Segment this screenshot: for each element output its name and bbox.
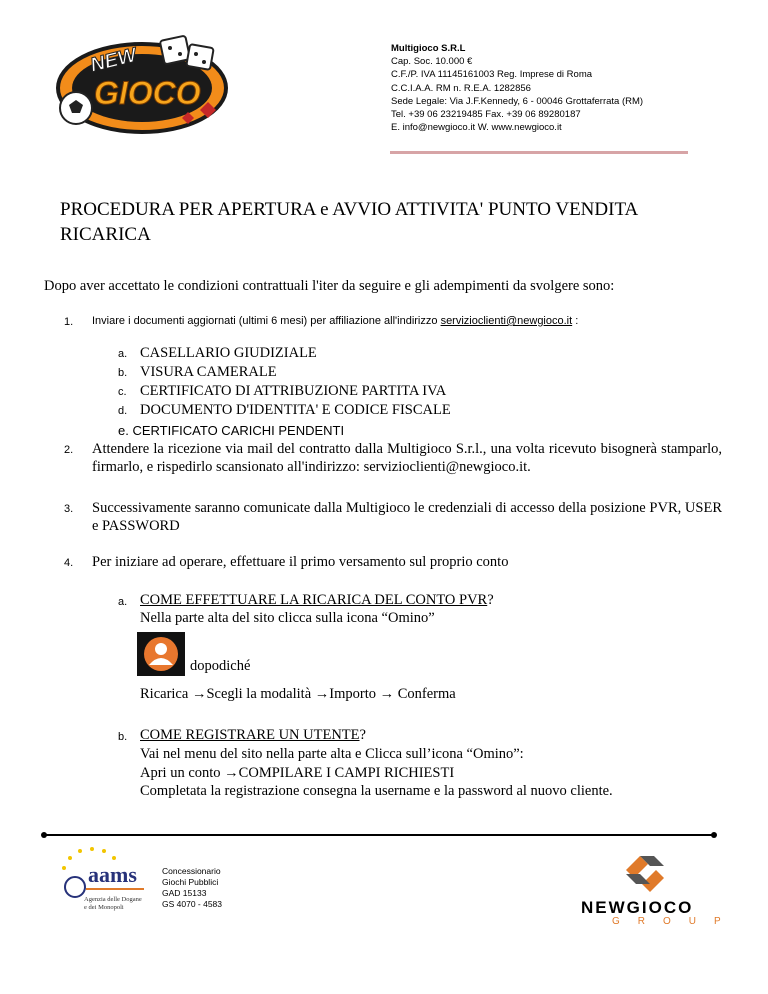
company-line: C.C.I.A.A. RM n. R.E.A. 1282856 xyxy=(391,82,531,94)
step-4-text: Per iniziare ad operare, effettuare il primo versamento sul proprio conto xyxy=(92,554,509,570)
flow-step: Ricarica xyxy=(140,686,192,702)
divider-dot xyxy=(41,832,47,838)
intro-text: Dopo aver accettato le condizioni contrattuali l'iter da seguire e gli adempimenti da svolgere sono: xyxy=(44,278,615,294)
doc-label: a. xyxy=(118,348,128,360)
company-info xyxy=(391,42,643,134)
step-4a-heading-line xyxy=(140,591,494,609)
concession-line: GS 4070 - 4583 xyxy=(162,899,223,909)
step-4b-line2 xyxy=(140,764,454,782)
company-line: Sede Legale: Via J.F.Kennedy, 6 - 00046 Grottaferrata (RM) xyxy=(391,95,644,107)
doc-label: c. xyxy=(118,386,127,398)
doc-text: VISURA CAMERALE xyxy=(140,364,277,380)
step-2-number: 2. xyxy=(64,444,74,456)
step-2-text: Attendere la ricezione via mail del contratto dalla Multigioco S.r.l., una volta ricevuto bisognerà stamparlo, firmarlo, e rispedirlo scansionato all'indirizzo: servizioclienti@newgioco.it. xyxy=(92,441,722,475)
company-line: Tel. +39 06 23219485 Fax. +39 06 89280187 xyxy=(391,109,581,121)
concession-line: Giochi Pubblici xyxy=(162,877,219,887)
concession-line: GAD 15133 xyxy=(162,888,207,898)
step-3-text: Successivamente saranno comunicate dalla Multigioco le credenziali di accesso della posizione PVR, USER e PASSWORD xyxy=(92,500,722,534)
footer-divider xyxy=(44,834,714,836)
arrow-right-icon: → xyxy=(314,686,330,702)
doc-text: CERTIFICATO CARICHI PENDENTI xyxy=(132,423,345,438)
aams-logo-text: aams xyxy=(88,862,137,887)
step-4b-line1: Vai nel menu del sito nella parte alta e Clicca sull’icona “Omino”: xyxy=(140,746,524,762)
step-4b-line2b: COMPILARE I CAMPI RICHIESTI xyxy=(238,765,455,781)
company-line: Cap. Soc. 10.000 € xyxy=(391,56,473,68)
aams-emblem-icon xyxy=(64,876,86,898)
step-4a-line1: Nella parte alta del sito clicca sulla icona “Omino” xyxy=(140,610,435,626)
step-1-text xyxy=(92,315,578,327)
omino-icon xyxy=(137,632,185,676)
aams-agency xyxy=(84,896,142,911)
step-1-number: 1. xyxy=(64,316,74,328)
brand-group: GROUP xyxy=(612,916,739,927)
newgioco-logo xyxy=(50,30,240,140)
aams-underline xyxy=(86,888,144,890)
newgioco-group-logo-icon xyxy=(622,848,668,892)
header-divider xyxy=(390,151,688,154)
doc-item xyxy=(118,423,344,438)
step-4b-heading-line xyxy=(140,726,366,744)
step-1-instruction: Inviare i documenti aggiornati (ultimi 6 mesi) per affiliazione all'indirizzo xyxy=(92,315,441,327)
doc-label: b. xyxy=(118,367,128,379)
aams-agency-line: e dei Monopoli xyxy=(84,903,124,911)
concession-line: Concessionario xyxy=(162,866,221,876)
step-4a-label: a. xyxy=(118,596,128,608)
doc-item xyxy=(118,402,451,419)
company-name: Multigioco S.R.L xyxy=(391,43,466,54)
step-4-number: 4. xyxy=(64,557,74,569)
step-4a-after-icon: dopodiché xyxy=(190,658,251,674)
brand-name: NEWGIOCO xyxy=(581,898,694,917)
doc-item xyxy=(118,364,277,381)
step-3-number: 3. xyxy=(64,503,74,515)
logo-gioco-text: GIOCO xyxy=(94,75,201,111)
step-4b-line2a: Apri un conto xyxy=(140,765,225,781)
step-4a-heading-tail: ? xyxy=(487,592,494,608)
step-4a-heading: COME EFFETTUARE LA RICARICA DEL CONTO PVR xyxy=(140,592,488,608)
arrow-right-icon: → xyxy=(379,686,395,702)
doc-text: DOCUMENTO D'IDENTITA' E CODICE FISCALE xyxy=(140,402,451,418)
step-4b-heading: COME REGISTRARE UN UTENTE xyxy=(140,727,360,743)
page-title: PROCEDURA PER APERTURA e AVVIO ATTIVITA' PUNTO VENDITA RICARICA xyxy=(60,199,638,245)
step-4a-flow xyxy=(140,685,456,703)
step-4b-heading-tail: ? xyxy=(359,727,366,743)
concession-info xyxy=(162,866,222,910)
aams-agency-line: Agenzia delle Dogane xyxy=(84,896,142,903)
doc-label: d. xyxy=(118,405,128,417)
company-line: E. info@newgioco.it W. www.newgioco.it xyxy=(391,122,562,134)
flow-step: Scegli la modalità xyxy=(206,686,315,702)
step-1-tail: : xyxy=(572,315,579,327)
logo-new-text: NEW xyxy=(88,44,139,77)
step-4b-label: b. xyxy=(118,731,128,743)
doc-item xyxy=(118,383,446,400)
flow-step: Conferma xyxy=(394,686,456,702)
divider-dot xyxy=(711,832,717,838)
arrow-right-icon: → xyxy=(191,686,207,702)
doc-item xyxy=(118,345,317,362)
email-link[interactable]: servizioclienti@newgioco.it xyxy=(440,315,573,327)
doc-text: CERTIFICATO DI ATTRIBUZIONE PARTITA IVA xyxy=(140,383,447,399)
doc-label: e. xyxy=(118,423,129,438)
company-line: C.F./P. IVA 11145161003 Reg. Imprese di Roma xyxy=(391,69,593,81)
step-4b-line3: Completata la registrazione consegna la username e la password al nuovo cliente. xyxy=(140,783,613,799)
doc-text: CASELLARIO GIUDIZIALE xyxy=(140,345,317,361)
arrow-right-icon: → xyxy=(224,765,239,781)
flow-step: Importo xyxy=(329,686,380,702)
